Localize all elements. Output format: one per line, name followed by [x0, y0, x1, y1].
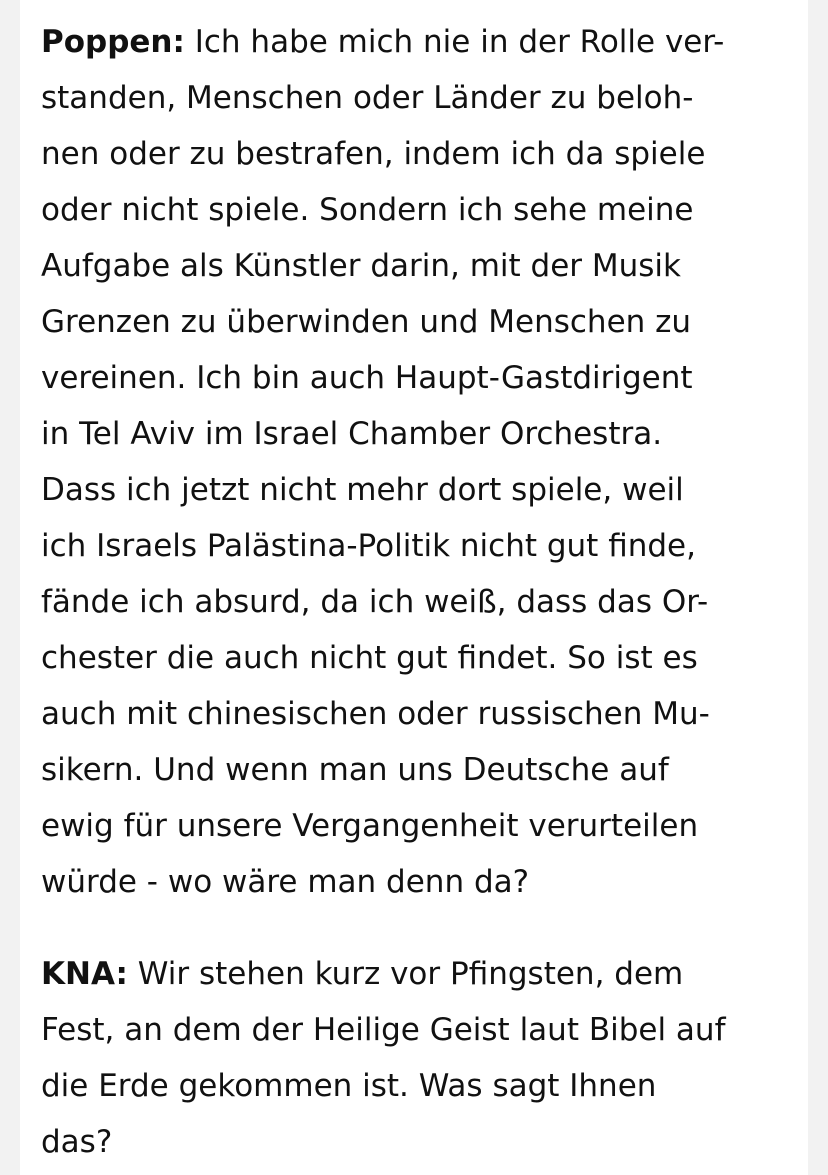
text-line: Aufgabe als Künstler darin, mit der Musik [41, 248, 681, 284]
text-line: nen oder zu bestrafen, indem ich da spiele [41, 136, 706, 172]
text-line: das? [41, 1124, 113, 1160]
text-line [41, 14, 781, 70]
paragraph-kna [41, 946, 781, 1170]
text-line: Fest, an dem der Heilige Geist laut Bibel auf [41, 1012, 726, 1048]
text-line: fände ich absurd, da ich weiß, dass das Or- [41, 584, 709, 620]
text-line: vereinen. Ich bin auch Haupt-Gastdirigent [41, 360, 693, 396]
text-line: würde - wo wäre man denn da? [41, 864, 530, 900]
interview-text [41, 14, 781, 1170]
text-line: chester die auch nicht gut findet. So ist es [41, 640, 698, 676]
text-line: auch mit chinesischen oder russischen Mu- [41, 696, 710, 732]
article-page [20, 0, 808, 1175]
text-line-content: Wir stehen kurz vor Pfingsten, dem [127, 956, 684, 992]
paragraph-spacer [41, 910, 781, 946]
text-line: in Tel Aviv im Israel Chamber Orchestra. [41, 416, 663, 452]
text-line: oder nicht spiele. Sondern ich sehe meine [41, 192, 694, 228]
speaker-label: Poppen: [41, 24, 185, 60]
text-line: Dass ich jetzt nicht mehr dort spiele, weil [41, 472, 684, 508]
text-line: Grenzen zu überwinden und Menschen zu [41, 304, 692, 340]
text-line: ich Israels Palästina-Politik nicht gut finde, [41, 528, 696, 564]
text-line [41, 946, 781, 1002]
text-line-content: Ich habe mich nie in der Rolle ver- [184, 24, 725, 60]
text-line: ewig für unsere Vergangenheit verurteilen [41, 808, 699, 844]
text-line: sikern. Und wenn man uns Deutsche auf [41, 752, 669, 788]
text-line: die Erde gekommen ist. Was sagt Ihnen [41, 1068, 657, 1104]
text-line: standen, Menschen oder Länder zu beloh- [41, 80, 694, 116]
speaker-label: KNA: [41, 956, 128, 992]
paragraph-poppen [41, 14, 781, 910]
